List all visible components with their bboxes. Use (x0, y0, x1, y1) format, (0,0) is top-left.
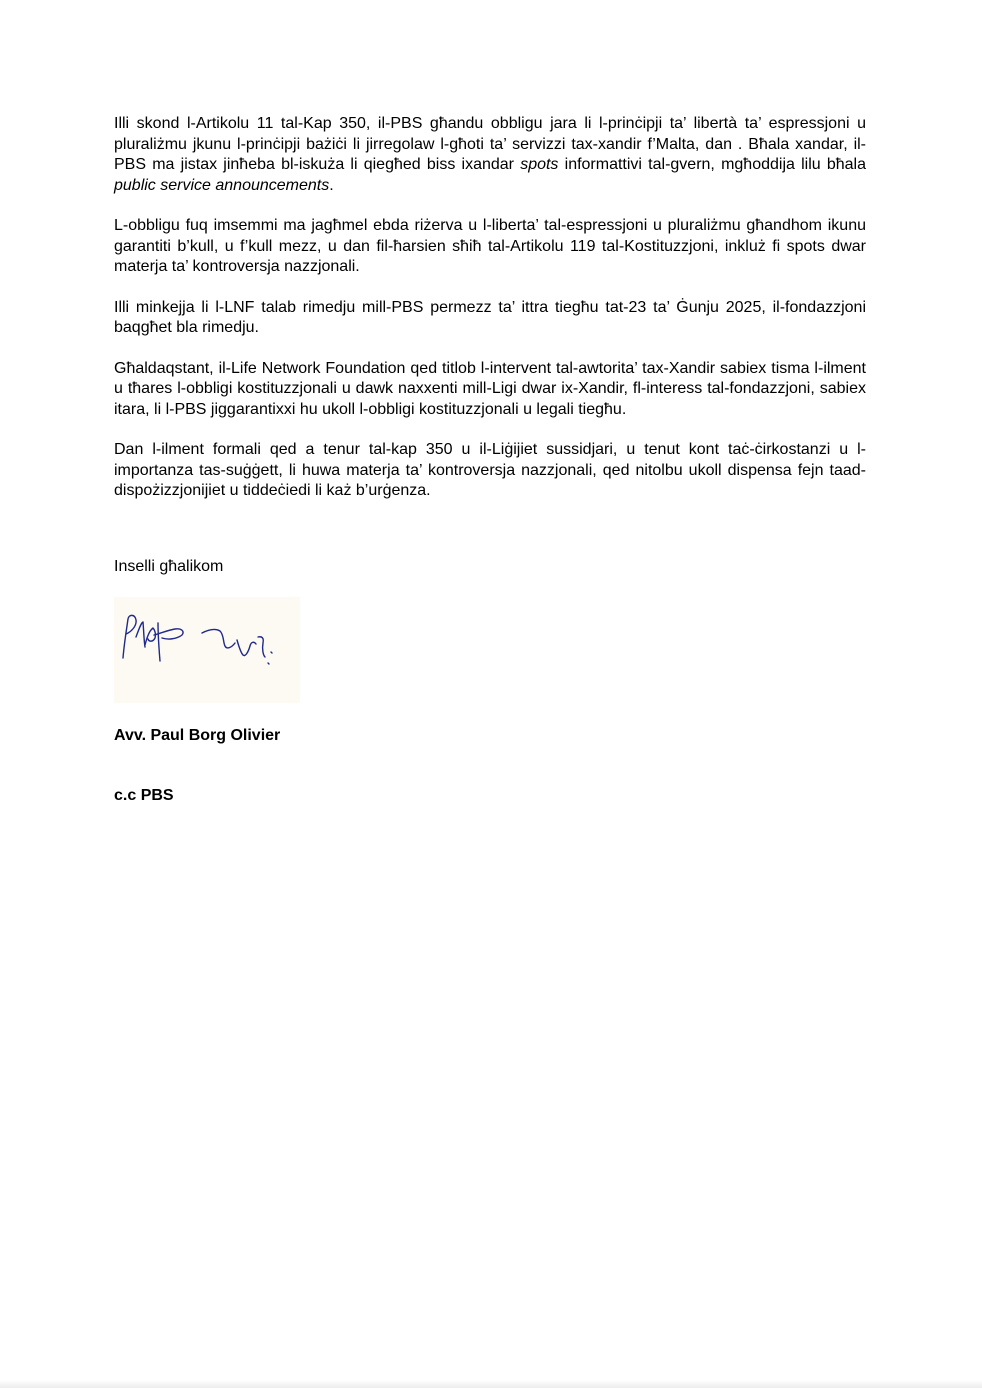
paragraph (114, 216, 866, 278)
page-bottom-edge (0, 1380, 982, 1388)
signature-image (114, 597, 300, 703)
paragraph-text: Illi minkejja li l-LNF talab rimedju mill-PBS permezz ta’ ittra tiegħu tat-23 ta’ Ġunju 2025, il-fondazzjoni baqgħet bla rimedju. (114, 298, 866, 336)
paragraph-text: L-obbligu fuq imsemmi ma jagħmel ebda riżerva u l-liberta’ tal-espressjoni u pluraliżmu għandhom ikunu garantiti b’kull, u f’kull mezz, u dan fil-ħarsien sħiħ tal-Artikolu 119 tal-Kostituzzjoni, inkluż fi spots dwar materja ta’ kontroversja nazzjonali. (114, 217, 866, 275)
paragraph-text: Dan l-ilment formali qed a tenur tal-kap 350 u il-Liġijiet sussidjari, u tenut kont taċ-ċirkostanzi u l-importanza tas-suġġett, li huwa materja ta’ kontroversja nazzjonali, qed nitolbu ukoll dispensa fejn taad-dispożizzjonijiet u tiddeċiedi li każ b’urġenza. (114, 441, 866, 499)
closing-salutation: Inselli għalikom (114, 558, 224, 575)
signer-name: Avv. Paul Borg Olivier (114, 727, 281, 744)
paragraph-text: Għaldaqstant, il-Life Network Foundation qed titlob l-intervent tal-awtorita’ tax-Xandir sabiex tisma l-ilment u tħares l-obbligi kostituzzjonali u dawk naxxenti mill-Ligi dwar ix-Xandir, fl-interess tal-fondazzjoni, sabiex itara, li l-PBS jiggarantixxi hu ukoll l-obbligi kostituzzjonali u legali tiegħu. (114, 359, 866, 418)
italic-text: spots (520, 156, 559, 173)
letter-body (114, 114, 866, 522)
paragraph-text: informattivi tal-gvern, mgħoddija lilu bħala (558, 156, 867, 173)
cc-line: c.c PBS (114, 787, 174, 804)
handwritten-signature (114, 597, 300, 703)
paragraph (114, 440, 866, 502)
paragraph-text: Illi skond l-Artikolu 11 tal-Kap 350, il-PBS għandu obbligu jara li l-prinċipji ta’ libertà ta’ espressjoni u pluraliżmu jkunu l-prinċipji bażiċi li jirregolaw l-għoti ta’ servizzi tax-xandir f’Malta, dan . Bħala xandar, il-PBS ma jistax jinħeba bl-iskuża li qiegħed biss ixandar (114, 115, 866, 173)
paragraph-text: . (329, 176, 334, 194)
italic-text: public service announcements (114, 176, 330, 194)
paragraph (114, 298, 866, 339)
paragraph (114, 114, 866, 196)
paragraph (114, 359, 866, 421)
